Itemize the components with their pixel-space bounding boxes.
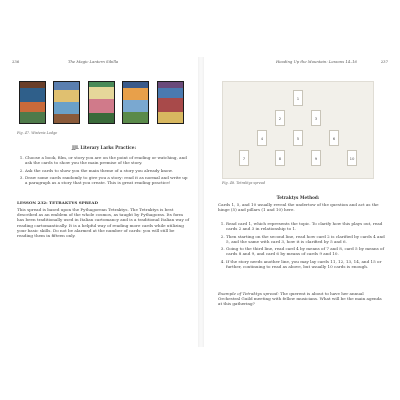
page-number: 237 xyxy=(380,59,388,64)
tarot-card-image xyxy=(122,81,149,124)
example-label: Example of Tetraktys spread: xyxy=(218,291,279,296)
tarot-card-image xyxy=(53,81,80,124)
lesson-paragraph: This spread is based upon the Pythagorean Tetraktys. The Tetraktys is best described as an emblem of the whole cosmos, as taught by Pythagoras. Its form has been traditionally used in Italian cartomancy and is a traditional Italian way of reading cartomantically. It is a helpful way of reading more cards while utilizing your basic skills. Do not be alarmed at the number of cards: you will still be reading them in fifteen only. xyxy=(17,207,190,239)
tarot-card-image xyxy=(88,81,115,124)
list-item: 2. Then starting on the second line, read how card 2 is clarified by cards 4 and 5, and the same with card 3, how it is clarified by 5 and 6. xyxy=(226,234,386,244)
spread-card-7: 7 xyxy=(239,150,249,166)
spread-card-9: 9 xyxy=(311,150,321,166)
list-item: 1. Choose a book, film, or story you are on the point of reading or watching, and ask the cards to show you the main premise of the story. xyxy=(25,155,189,165)
spread-card-3: 3 xyxy=(311,110,321,126)
list-item: 4. If the story needs another line, you may lay cards 11, 12, 13, 14, and 15 or further, continuing to read as above, but usually 10 cards is enough. xyxy=(226,259,386,269)
tarot-card-image xyxy=(157,81,184,124)
figure-caption: Fig. 48. Tetraktys spread xyxy=(222,181,266,185)
page-number: 236 xyxy=(12,59,20,64)
left-page xyxy=(10,57,198,347)
spread-card-5: 5 xyxy=(293,130,303,146)
list-item: 3. Draw some cards randomly to give you a story: read it as normal and write up a paragraph as a story that you create. This is great reading practice! xyxy=(25,175,189,185)
spread-card-10: 10 xyxy=(347,150,357,166)
spread-card-8: 8 xyxy=(275,150,285,166)
spread-card-1: 1 xyxy=(293,90,303,106)
spread-card-2: 2 xyxy=(275,110,285,126)
method-heading: Tetraktys Method: xyxy=(276,195,320,200)
section-heading: JJL Literary Larks Practice: xyxy=(72,145,136,150)
tarot-card-row xyxy=(19,81,184,125)
lesson-heading: LESSON 232: TETRAKTYS SPREAD xyxy=(17,200,99,205)
tarot-card-image xyxy=(19,81,46,124)
left-page-header xyxy=(10,57,198,65)
running-head: The Magic Lantern Sibilla xyxy=(68,59,119,64)
right-page xyxy=(204,57,392,347)
list-item: 2. Ask the cards to show you the main theme of a story you already know. xyxy=(25,168,189,173)
tetraktys-spread-diagram xyxy=(222,81,374,179)
example-paragraph xyxy=(218,291,386,307)
method-intro: Cards 1, 5, and 10 usually reveal the undertow of the question and act as the hinge (5) and pillars (1 and 10) here. xyxy=(218,202,379,213)
figure-caption: Fig. 47. Wisteria Lodge xyxy=(17,131,58,135)
list-item: 1. Read card 1, which represents the topic. To clarify how this plays out, read cards 2 and 3 in relationship to 1. xyxy=(226,221,386,231)
list-item: 3. Going to the third line, read card 4 by means of 7 and 8, card 5 by means of cards 8 and 9, and card 6 by means of cards 9 and 10. xyxy=(226,246,386,256)
example-text: The querent is about to have her annual Orchestral Guild meeting with fellow musicians. What will be the main agenda at this gathering? xyxy=(218,291,382,307)
spread-card-6: 6 xyxy=(329,130,339,146)
running-head: Heading Up the Mountain: Lessons 14–16 xyxy=(276,59,357,64)
method-steps-list xyxy=(218,221,386,271)
spread-card-4: 4 xyxy=(257,130,267,146)
right-page-header xyxy=(204,57,392,65)
practice-list xyxy=(17,155,189,188)
